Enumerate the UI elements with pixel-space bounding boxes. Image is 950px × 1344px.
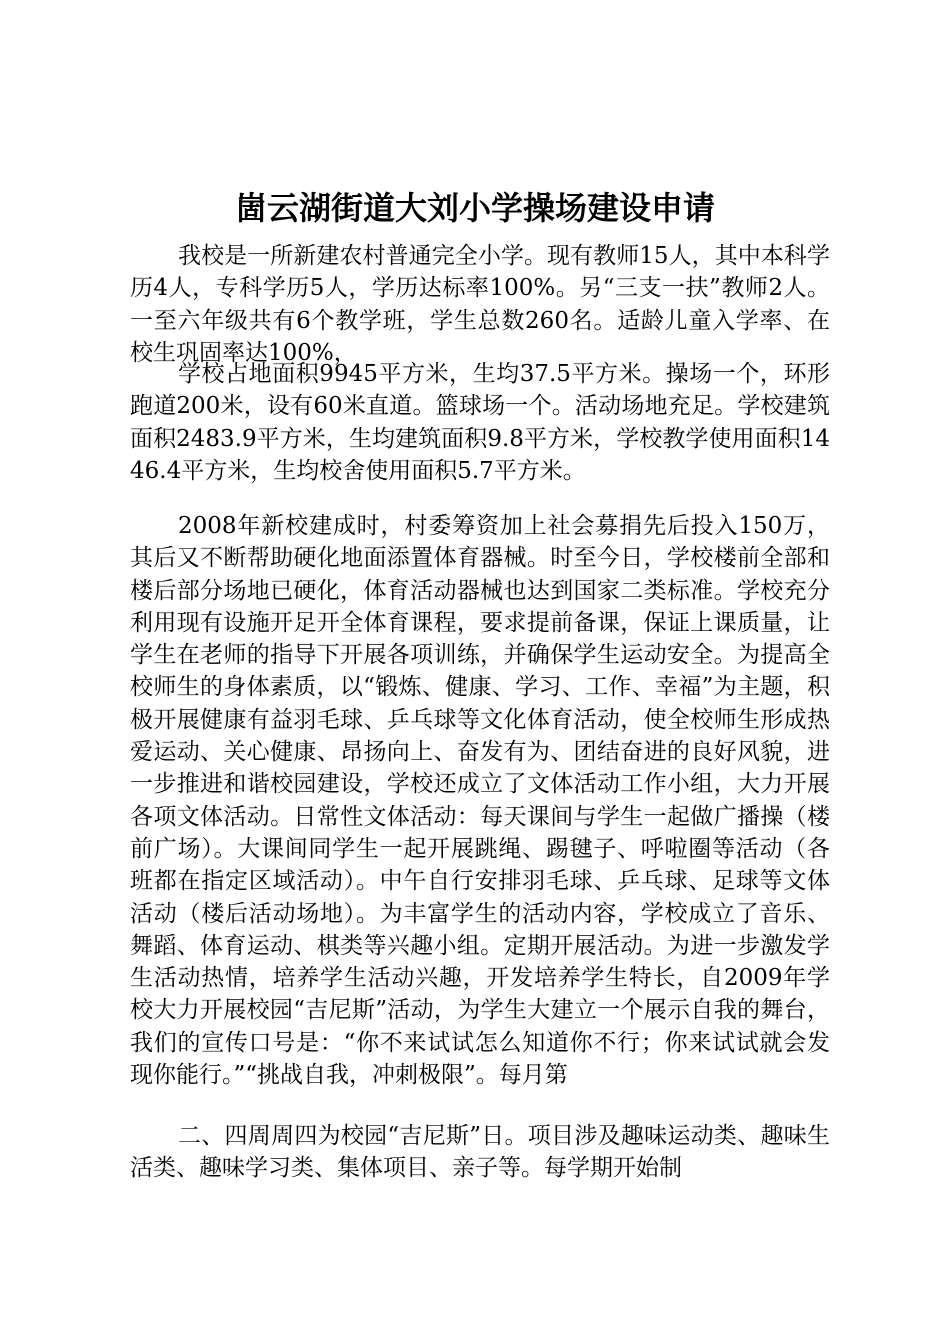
document-title: 崮云湖街道大刘小学操场建设申请 [234, 189, 715, 227]
paragraph-campus-area: 学校占地面积9945平方米，生均37.5平方米。操场一个，环形跑道200米，设有60米直道。篮球场一个。活动场地充足。学校建筑面积2483.9平方米，生均建筑面积9.8平方米，学校教学使用面积1446.4平方米，生均校舍使用面积5.7平方米。 [130, 361, 830, 484]
paragraph-sports-activities: 2008年新校建成时，村委筹资加上社会募捐先后投入150万，其后又不断帮助硬化地面添置体育器械。时至今日，学校楼前全部和楼后部分场地已硬化，体育活动器械也达到国家二类标准。学校充分利用现有设施开足开全体育课程，要求提前备课，保证上课质量，让学生在老师的指导下开展各项训练，并确保学生运动安全。为提高全校师生的身体素质，以“锻炼、健康、学习、工作、幸福”为主题，积极开展健康有益羽毛球、乒乓球等文化体育活动，使全校师生形成热爱运动、关心健康、昂扬向上、奋发有为、团结奋进的良好风貌，进一步推进和谐校园建设，学校还成立了文体活动工作小组，大力开展各项文体活动。日常性文体活动：每天课间与学生一起做广播操（楼前广场）。大课间同学生一起开展跳绳、踢毽子、呼啦圈等活动（各班都在指定区域活动）。中午自行安排羽毛球、乒乓球、足球等文体活动（楼后活动场地）。为丰富学生的活动内容，学校成立了音乐、舞蹈、体育运动、棋类等兴趣小组。定期开展活动。为进一步激发学生活动热情，培养学生活动兴趣，开发培养学生特长，自2009年学校大力开展校园“吉尼斯”活动，为学生大建立一个展示自我的舞台，我们的宣传口号是：“你不来试试怎么知道你不行；你来试试就会发现你能行。”“挑战自我，冲刺极限”。每月第 [130, 513, 830, 1089]
paragraph-guinness-day: 二、四周周四为校园“吉尼斯”日。项目涉及趣味运动类、趣味生活类、趣味学习类、集体项目、亲子等。每学期开始制 [130, 1123, 830, 1182]
paragraph-school-overview: 我校是一所新建农村普通完全小学。现有教师15人，其中本科学历4人，专科学历5人，学历达标率100%。另“三支一扶”教师2人。一至六年级共有6个教学班，学生总数260名。适龄儿童入学率、在校生巩固率达100%， [130, 243, 830, 366]
